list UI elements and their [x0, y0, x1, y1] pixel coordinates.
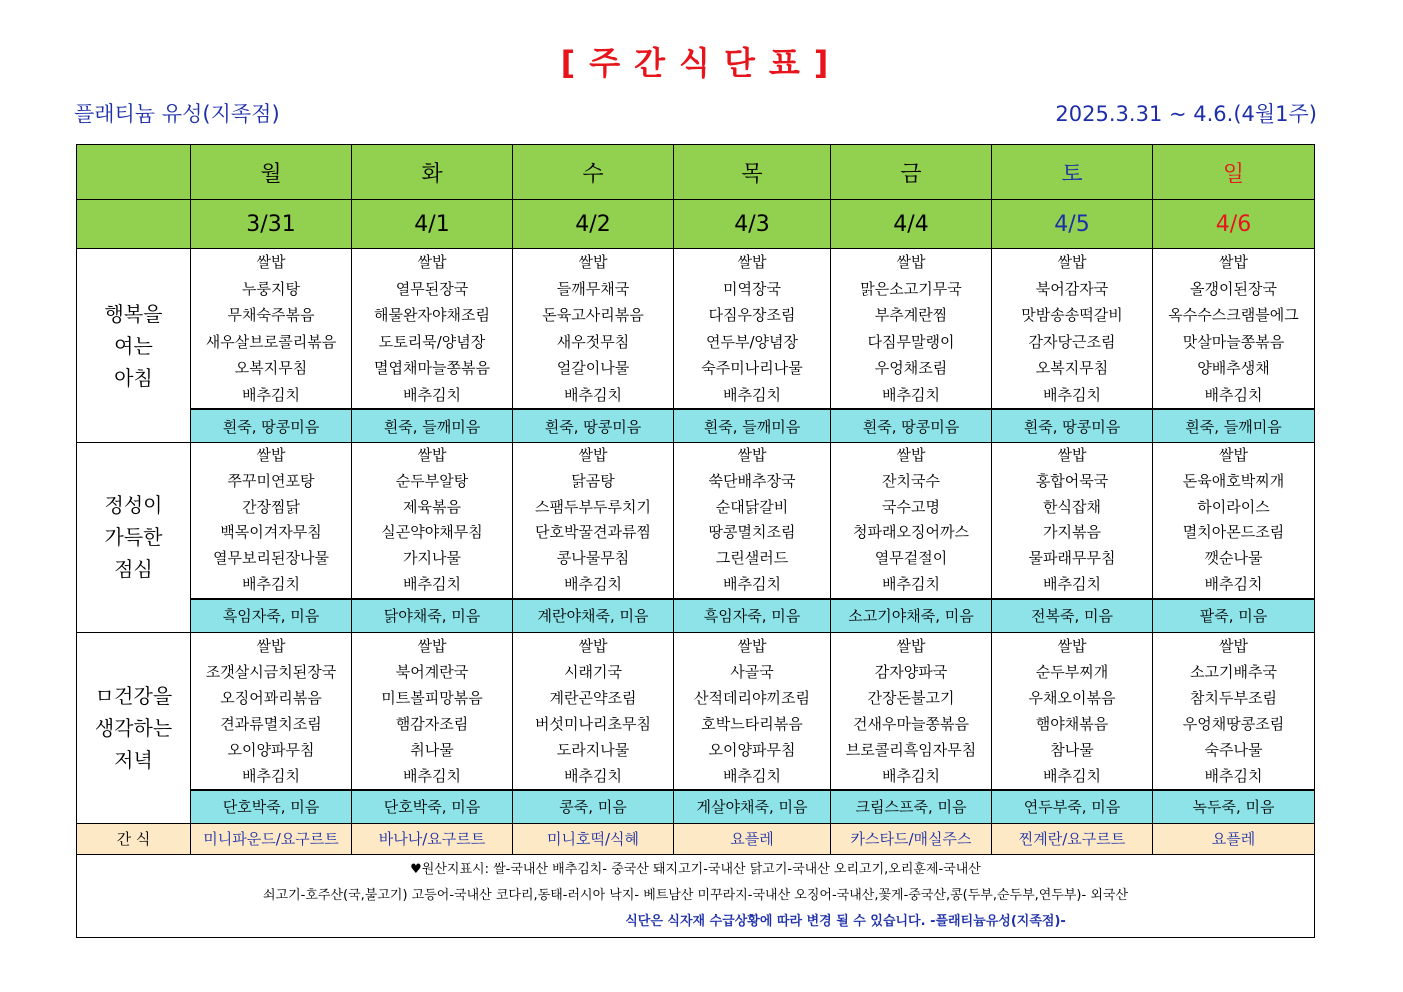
date-row — [77, 200, 1315, 249]
snack-item: 카스타드/매실주스 — [831, 823, 992, 854]
menu-item: 청파래오징어까스 — [853, 523, 969, 542]
day-date: 4/3 — [674, 200, 831, 249]
porridge-item: 흰죽, 땅콩미음 — [513, 409, 674, 443]
lunch-menu-cell — [992, 443, 1153, 599]
lunch-menu-cell — [1153, 443, 1315, 599]
menu-item: 북어계란국 — [395, 662, 469, 681]
menu-item: 쌀밥 — [1057, 446, 1087, 464]
menu-item: 순대닭갈비 — [715, 497, 789, 516]
day-date: 3/31 — [191, 200, 352, 249]
breakfast-menu-cell — [513, 249, 674, 410]
meal-label-line: 여는 — [114, 333, 153, 358]
menu-item: 숙주미나리나물 — [701, 359, 803, 377]
day-date: 4/6 — [1153, 200, 1315, 249]
lunch-row — [77, 443, 1315, 599]
menu-item: 쌀밥 — [417, 636, 447, 655]
menu-item: 쭈꾸미연포탕 — [227, 471, 315, 490]
menu-item: 배추김치 — [564, 385, 622, 404]
menu-item: 배추김치 — [1204, 766, 1263, 785]
porridge-item: 닭야채죽, 미음 — [352, 599, 513, 633]
porridge-item: 녹두죽, 미음 — [1153, 790, 1315, 824]
menu-item: 배추김치 — [882, 574, 940, 593]
corner-cell — [77, 200, 191, 249]
menu-item: 맑은소고기무국 — [860, 279, 962, 298]
menu-item: 쌀밥 — [737, 446, 767, 464]
meal-label-line: 정성이 — [104, 493, 163, 518]
menu-item: 배추김치 — [242, 385, 300, 404]
menu-item: 맛살마늘쫑볶음 — [1182, 332, 1285, 351]
porridge-item: 소고기야채죽, 미음 — [831, 599, 992, 633]
menu-item: 도토리묵/양념장 — [378, 332, 486, 351]
menu-item: 멸엽채마늘쫑볶음 — [374, 359, 490, 377]
menu-item: 땅콩멸치조림 — [708, 523, 796, 542]
menu-item: 감자양파국 — [874, 662, 948, 681]
porridge-item: 전복죽, 미음 — [992, 599, 1153, 633]
day-name: 화 — [352, 145, 513, 200]
menu-item: 옥수수스크램블에그 — [1168, 306, 1299, 324]
breakfast-menu-cell — [191, 249, 352, 410]
menu-item: 배추김치 — [564, 574, 622, 593]
menu-item: 멸치아몬드조림 — [1182, 523, 1285, 542]
menu-item: 홍합어묵국 — [1035, 471, 1109, 490]
snack-item: 미니파운드/요구르트 — [191, 823, 352, 854]
meal-label-line: 아침 — [114, 365, 153, 390]
lunch-menu-cell — [831, 443, 992, 599]
breakfast-row — [77, 249, 1315, 410]
menu-item: 해물완자야채조림 — [374, 306, 490, 324]
menu-item: 배추김치 — [882, 766, 940, 785]
menu-item: 간장찜닭 — [242, 497, 300, 516]
menu-item: 순두부찌개 — [1035, 662, 1109, 681]
menu-item: 백목이겨자무침 — [220, 523, 322, 542]
meal-label-line: 행복을 — [104, 301, 163, 326]
menu-item: 건새우마늘쫑볶음 — [853, 714, 969, 733]
menu-item: 쌀밥 — [417, 446, 447, 464]
menu-item: 올갱이된장국 — [1190, 279, 1277, 298]
day-name: 월 — [191, 145, 352, 200]
day-name-row — [77, 145, 1315, 200]
porridge-item: 단호박죽, 미음 — [191, 790, 352, 824]
menu-period: 2025.3.31 ~ 4.6.(4월1주) — [1055, 102, 1317, 126]
weekly-menu-table — [76, 144, 1315, 938]
menu-item: 배추김치 — [242, 766, 300, 785]
menu-item: 새우살브로콜리볶음 — [205, 332, 337, 351]
menu-item: 가지볶음 — [1043, 523, 1101, 542]
breakfast-porridge-row — [77, 409, 1315, 443]
menu-item: 호박느타리볶음 — [701, 714, 803, 733]
lunch-menu-cell — [191, 443, 352, 599]
dinner-menu-cell — [992, 632, 1153, 790]
menu-item: 부추계란찜 — [874, 306, 948, 324]
menu-item: 열무겉절이 — [874, 549, 948, 568]
dinner-porridge-row — [77, 790, 1315, 824]
day-date: 4/1 — [352, 200, 513, 249]
menu-item: 맛밤송송떡갈비 — [1021, 306, 1123, 324]
porridge-item: 게살야채죽, 미음 — [674, 790, 831, 824]
snack-item: 미니호떡/식혜 — [513, 823, 674, 854]
menu-item: 참치두부조림 — [1190, 688, 1277, 707]
menu-item: 한식잡채 — [1043, 497, 1101, 516]
meal-label-line: 저녁 — [114, 747, 153, 772]
meal-label-line: 가득한 — [104, 525, 163, 550]
menu-item: 열무된장국 — [395, 279, 469, 298]
menu-item: 버섯미나리초무침 — [535, 714, 651, 733]
menu-item: 배추김치 — [1043, 766, 1101, 785]
porridge-item: 흰죽, 들깨미음 — [674, 409, 831, 443]
dinner-menu-cell — [1153, 632, 1315, 790]
dinner-menu-cell — [674, 632, 831, 790]
dinner-menu-cell — [352, 632, 513, 790]
menu-item: 새우젓무침 — [556, 332, 630, 351]
porridge-item: 계란야채죽, 미음 — [513, 599, 674, 633]
menu-item: 소고기배추국 — [1190, 662, 1277, 681]
menu-item: 견과류멸치조림 — [220, 714, 322, 733]
porridge-item: 흑임자죽, 미음 — [674, 599, 831, 633]
snack-item: 찐계란/요구르트 — [992, 823, 1153, 854]
origin-line-1: ♥원산지표시: 쌀-국내산 배추김치- 중국산 돼지고기-국내산 닭고기-국내산 오리고기,오리훈제-국내산 — [410, 861, 981, 877]
day-date: 4/5 — [992, 200, 1153, 249]
menu-item: 도라지나물 — [556, 740, 630, 759]
dinner-menu-cell — [831, 632, 992, 790]
menu-item: 무채숙주볶음 — [227, 306, 315, 324]
menu-item: 가지나물 — [403, 549, 461, 568]
menu-item: 오복지무침 — [1035, 359, 1109, 377]
menu-item: 숙주나물 — [1204, 740, 1263, 759]
menu-item: 쌀밥 — [256, 636, 286, 655]
menu-item: 햄야채볶음 — [1035, 714, 1109, 733]
menu-item: 쌀밥 — [737, 636, 767, 655]
menu-item: 배추김치 — [723, 574, 781, 593]
snack-row — [77, 823, 1315, 854]
menu-item: 쌀밥 — [578, 253, 608, 271]
origin-line-2: 쇠고기-호주산(국,불고기) 고등어-국내산 코다리,동태-러시아 낙지- 베트남산 미꾸라지-국내산 오징어-국내산,꽃게-중국산,콩(두부,순두부,연두부)- 외국산 — [262, 887, 1128, 903]
porridge-item: 팥죽, 미음 — [1153, 599, 1315, 633]
origin-notes — [77, 854, 1315, 937]
menu-item: 쌀밥 — [417, 253, 447, 271]
menu-item: 양배추생채 — [1197, 359, 1270, 377]
menu-item: 누룽지탕 — [242, 279, 300, 298]
menu-item: 배추김치 — [403, 766, 461, 785]
porridge-item: 흰죽, 땅콩미음 — [831, 409, 992, 443]
menu-item: 배추김치 — [1043, 385, 1101, 404]
menu-item: 쌀밥 — [737, 253, 767, 271]
menu-item: 쌀밥 — [256, 253, 286, 271]
notes-row — [77, 854, 1315, 937]
menu-item: 쌀밥 — [1219, 446, 1248, 464]
menu-item: 우엉채땅콩조림 — [1182, 714, 1285, 733]
menu-item: 오이양파무침 — [708, 740, 796, 759]
menu-item: 배추김치 — [242, 574, 300, 593]
porridge-item: 단호박죽, 미음 — [352, 790, 513, 824]
menu-item: 오징어꽈리볶음 — [220, 688, 322, 707]
menu-item: 햄감자조림 — [395, 714, 469, 733]
breakfast-menu-cell — [992, 249, 1153, 410]
corner-cell — [77, 145, 191, 200]
snack-item: 요플레 — [674, 823, 831, 854]
porridge-item: 흰죽, 들깨미음 — [1153, 409, 1315, 443]
menu-item: 감자당근조림 — [1028, 332, 1116, 351]
day-name: 토 — [992, 145, 1153, 200]
porridge-item: 흰죽, 땅콩미음 — [992, 409, 1153, 443]
menu-item: 시래기국 — [564, 662, 622, 681]
menu-item: 배추김치 — [564, 766, 622, 785]
snack-item: 바나나/요구르트 — [352, 823, 513, 854]
menu-item: 계란곤약조림 — [549, 688, 637, 707]
dinner-row — [77, 632, 1315, 790]
porridge-item: 콩죽, 미음 — [513, 790, 674, 824]
menu-item: 브로콜리흑임자무침 — [845, 740, 977, 759]
snack-label: 간 식 — [77, 823, 191, 854]
menu-item: 산적데리야끼조림 — [694, 688, 810, 707]
menu-item: 쑥단배추장국 — [708, 471, 796, 490]
menu-item: 우엉채조림 — [874, 359, 948, 377]
day-name: 일 — [1153, 145, 1315, 200]
menu-item: 돈육고사리볶음 — [542, 306, 644, 324]
menu-item: 국수고명 — [882, 497, 940, 516]
menu-item: 물파래무무침 — [1028, 549, 1116, 568]
lunch-porridge-row — [77, 599, 1315, 633]
menu-item: 쌀밥 — [1219, 636, 1248, 655]
menu-item: 닭곰탕 — [571, 471, 615, 490]
lunch-label — [77, 443, 191, 633]
menu-item: 배추김치 — [723, 385, 781, 404]
menu-item: 잔치국수 — [882, 471, 940, 490]
breakfast-menu-cell — [674, 249, 831, 410]
menu-item: 배추김치 — [723, 766, 781, 785]
menu-item: 쌀밥 — [256, 446, 286, 464]
day-date: 4/2 — [513, 200, 674, 249]
menu-item: 사골국 — [730, 662, 774, 681]
menu-item: 깻순나물 — [1204, 549, 1263, 568]
menu-item: 콩나물무침 — [556, 549, 630, 568]
lunch-menu-cell — [674, 443, 831, 599]
menu-item: 북어감자국 — [1035, 279, 1109, 298]
menu-item: 쌀밥 — [896, 636, 926, 655]
menu-item: 미역장국 — [723, 279, 781, 298]
menu-item: 실곤약야채무침 — [381, 523, 483, 542]
dinner-label — [77, 632, 191, 823]
breakfast-label — [77, 249, 191, 443]
restaurant-name: 플래티늄 유성(지족점) — [74, 102, 280, 126]
porridge-item: 흑임자죽, 미음 — [191, 599, 352, 633]
menu-item: 참나물 — [1050, 740, 1094, 759]
menu-item: 그린샐러드 — [715, 549, 789, 568]
menu-item: 미트볼피망볶음 — [381, 688, 483, 707]
menu-item: 돈육애호박찌개 — [1182, 471, 1285, 490]
snack-item: 요플레 — [1153, 823, 1315, 854]
day-date: 4/4 — [831, 200, 992, 249]
menu-item: 스팸두부두루치기 — [535, 497, 651, 516]
menu-item: 순두부알탕 — [395, 471, 469, 490]
menu-item: 취나물 — [410, 740, 454, 759]
meal-label-line: 점심 — [114, 557, 153, 582]
menu-item: 쌀밥 — [896, 253, 926, 271]
menu-item: 배추김치 — [1043, 574, 1101, 593]
menu-item: 들깨무채국 — [556, 279, 630, 298]
lunch-menu-cell — [513, 443, 674, 599]
porridge-item: 흰죽, 들깨미음 — [352, 409, 513, 443]
menu-item: 쌀밥 — [578, 446, 608, 464]
menu-item: 쌀밥 — [1057, 253, 1087, 271]
menu-item: 배추김치 — [403, 385, 461, 404]
breakfast-menu-cell — [1153, 249, 1315, 410]
menu-item: 쌀밥 — [578, 636, 608, 655]
porridge-item: 연두부죽, 미음 — [992, 790, 1153, 824]
change-notice: 식단은 식자재 수급상황에 따라 변경 될 수 있습니다. -플래티늄유성(지족점)- — [625, 913, 1066, 929]
menu-item: 오복지무침 — [234, 359, 308, 377]
menu-item: 단호박꿀견과류찜 — [535, 523, 651, 542]
menu-item: 하이라이스 — [1197, 497, 1270, 516]
menu-item: 배추김치 — [1204, 574, 1263, 593]
day-name: 목 — [674, 145, 831, 200]
menu-item: 배추김치 — [1204, 385, 1263, 404]
menu-item: 배추김치 — [403, 574, 461, 593]
menu-item: 배추김치 — [882, 385, 940, 404]
dinner-menu-cell — [513, 632, 674, 790]
menu-item: 다짐우장조림 — [708, 306, 796, 324]
menu-item: 연두부/양념장 — [706, 332, 798, 351]
menu-item: 간장돈불고기 — [867, 688, 955, 707]
menu-item: 쌀밥 — [1057, 636, 1087, 655]
breakfast-menu-cell — [831, 249, 992, 410]
lunch-menu-cell — [352, 443, 513, 599]
menu-item: 열무보리된장나물 — [213, 549, 329, 568]
page-title: [주간식단표] — [560, 44, 843, 82]
menu-item: 조갯살시금치된장국 — [205, 662, 337, 681]
day-name: 수 — [513, 145, 674, 200]
menu-item: 제육볶음 — [403, 497, 461, 516]
menu-item: 쌀밥 — [1219, 253, 1248, 271]
porridge-item: 크림스프죽, 미음 — [831, 790, 992, 824]
menu-item: 오이양파무침 — [227, 740, 315, 759]
day-name: 금 — [831, 145, 992, 200]
menu-item: 얼갈이나물 — [556, 359, 630, 377]
dinner-menu-cell — [191, 632, 352, 790]
menu-item: 우채오이볶음 — [1028, 688, 1116, 707]
meal-label-line: 생각하는 — [94, 715, 173, 740]
porridge-item: 흰죽, 땅콩미음 — [191, 409, 352, 443]
breakfast-menu-cell — [352, 249, 513, 410]
menu-item: 쌀밥 — [896, 446, 926, 464]
meal-label-line: ㅁ건강을 — [94, 683, 173, 708]
menu-item: 다짐무말랭이 — [867, 332, 955, 351]
